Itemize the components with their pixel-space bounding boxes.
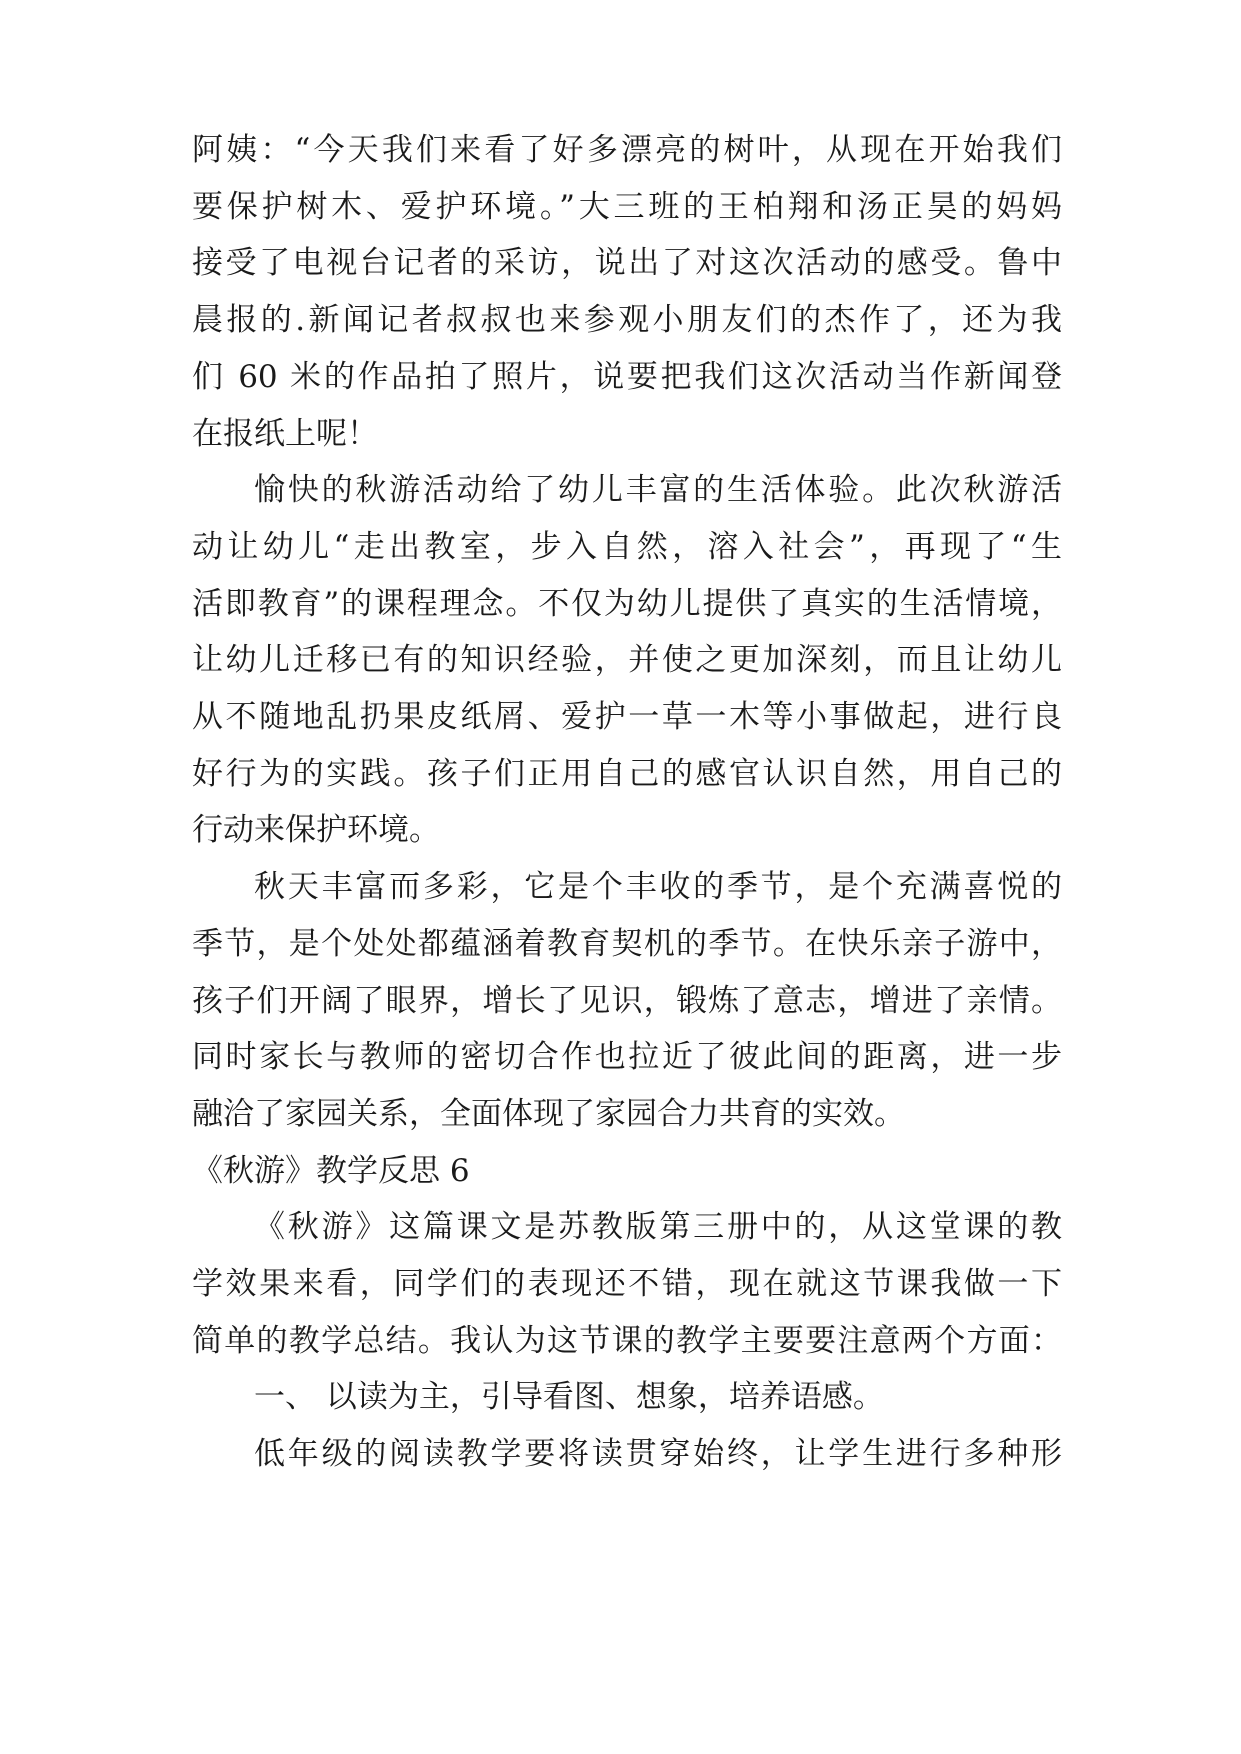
text-line: 一、 以读为主，引导看图、想象，培养语感。 [254,1379,884,1415]
text-line: 学效果来看，同学们的表现还不错，现在就这节课我做一下 [192,1266,1062,1302]
text-line: 们 60 米的作品拍了照片，说要把我们这次活动当作新闻登 [192,359,1062,395]
text-line: 《秋游》这篇课文是苏教版第三册中的，从这堂课的教 [254,1209,1062,1245]
text-line: 阿姨：“今天我们来看了好多漂亮的树叶，从现在开始我们 [192,132,1062,168]
text-line: 从不随地乱扔果皮纸屑、爱护一草一木等小事做起，进行良 [192,699,1062,735]
text-line: 活即教育”的课程理念。不仅为幼儿提供了真实的生活情境， [192,586,1062,622]
text-line: 行动来保护环境。 [192,812,440,848]
text-line: 秋天丰富而多彩，它是个丰收的季节，是个充满喜悦的 [254,869,1062,905]
text-line: 愉快的秋游活动给了幼儿丰富的生活体验。此次秋游活 [254,472,1062,508]
text-line: 晨报的.新闻记者叔叔也来参观小朋友们的杰作了，还为我 [192,302,1062,338]
text-line: 孩子们开阔了眼界，增长了见识，锻炼了意志，增进了亲情。 [192,983,1062,1019]
text-line: 动让幼儿“走出教室，步入自然，溶入社会”，再现了“生 [192,529,1062,565]
text-line: 同时家长与教师的密切合作也拉近了彼此间的距离，进一步 [192,1039,1062,1075]
text-line: 在报纸上呢！ [192,416,378,452]
text-line: 季节，是个处处都蕴涵着教育契机的季节。在快乐亲子游中， [192,926,1062,962]
text-line: 低年级的阅读教学要将读贯穿始终，让学生进行多种形 [254,1436,1062,1472]
text-line: 让幼儿迁移已有的知识经验，并使之更加深刻，而且让幼儿 [192,642,1062,678]
text-line: 融洽了家园关系，全面体现了家园合力共育的实效。 [192,1096,905,1132]
section-heading: 《秋游》教学反思 6 [192,1153,470,1189]
text-line: 接受了电视台记者的采访，说出了对这次活动的感受。鲁中 [192,245,1062,281]
text-line: 好行为的实践。孩子们正用自己的感官认识自然，用自己的 [192,756,1062,792]
text-line: 简单的教学总结。我认为这节课的教学主要要注意两个方面： [192,1323,1062,1359]
text-line: 要保护树木、爱护环境。”大三班的王柏翔和汤正昊的妈妈 [192,189,1062,225]
